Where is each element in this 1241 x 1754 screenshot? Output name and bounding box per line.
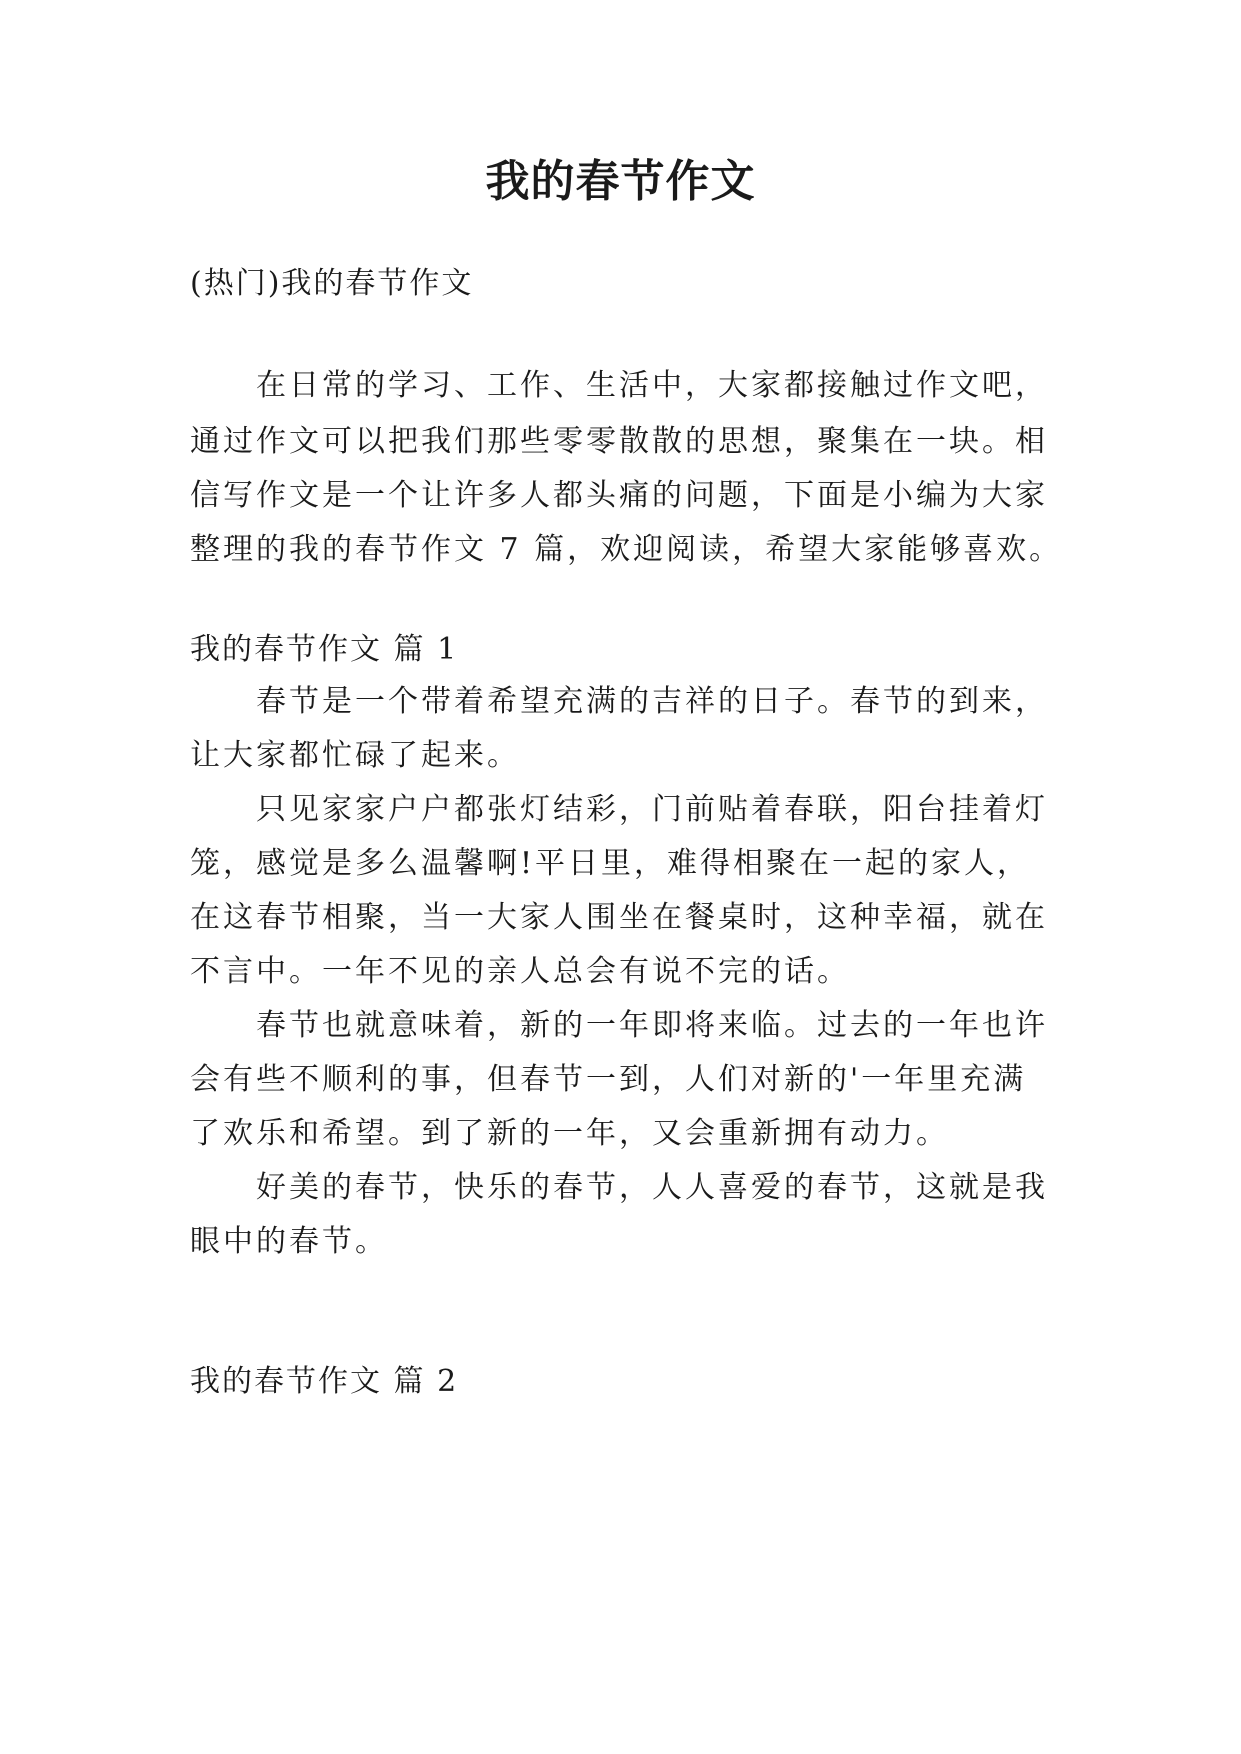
section1-line: 在这春节相聚，当一大家人围坐在餐桌时，这种幸福，就在 [190,900,1048,935]
intro-line: 在日常的学习、工作、生活中，大家都接触过作文吧， [256,368,1048,403]
intro-line: 通过作文可以把我们那些零零散散的思想，聚集在一块。相 [190,424,1048,459]
section1-line: 春节是一个带着希望充满的吉祥的日子。春节的到来， [256,684,1048,719]
section1-line: 让大家都忙碌了起来。 [190,738,520,773]
section1-line: 了欢乐和希望。到了新的一年，又会重新拥有动力。 [190,1116,949,1151]
document-title: 我的春节作文 [485,156,756,207]
section1-line: 会有些不顺利的事，但春节一到，人们对新的'一年里充满 [190,1062,1027,1097]
section1-line: 笼，感觉是多么温馨啊!平日里，难得相聚在一起的家人， [190,846,1031,881]
intro-line: 信写作文是一个让许多人都头痛的问题，下面是小编为大家 [190,478,1048,513]
section1-line: 不言中。一年不见的亲人总会有说不完的话。 [190,954,850,989]
section-heading-1: 我的春节作文 篇 1 [190,632,459,667]
document-subtitle: (热门)我的春节作文 [190,266,474,301]
section1-line: 好美的春节，快乐的春节，人人喜爱的春节，这就是我 [256,1170,1048,1205]
section1-line: 只见家家户户都张灯结彩，门前贴着春联，阳台挂着灯 [256,792,1048,827]
intro-line: 整理的我的春节作文 7 篇，欢迎阅读，希望大家能够喜欢。 [190,532,1063,567]
section1-line: 眼中的春节。 [190,1224,388,1259]
section-heading-2: 我的春节作文 篇 2 [190,1364,459,1399]
section1-line: 春节也就意味着，新的一年即将来临。过去的一年也许 [256,1008,1048,1043]
